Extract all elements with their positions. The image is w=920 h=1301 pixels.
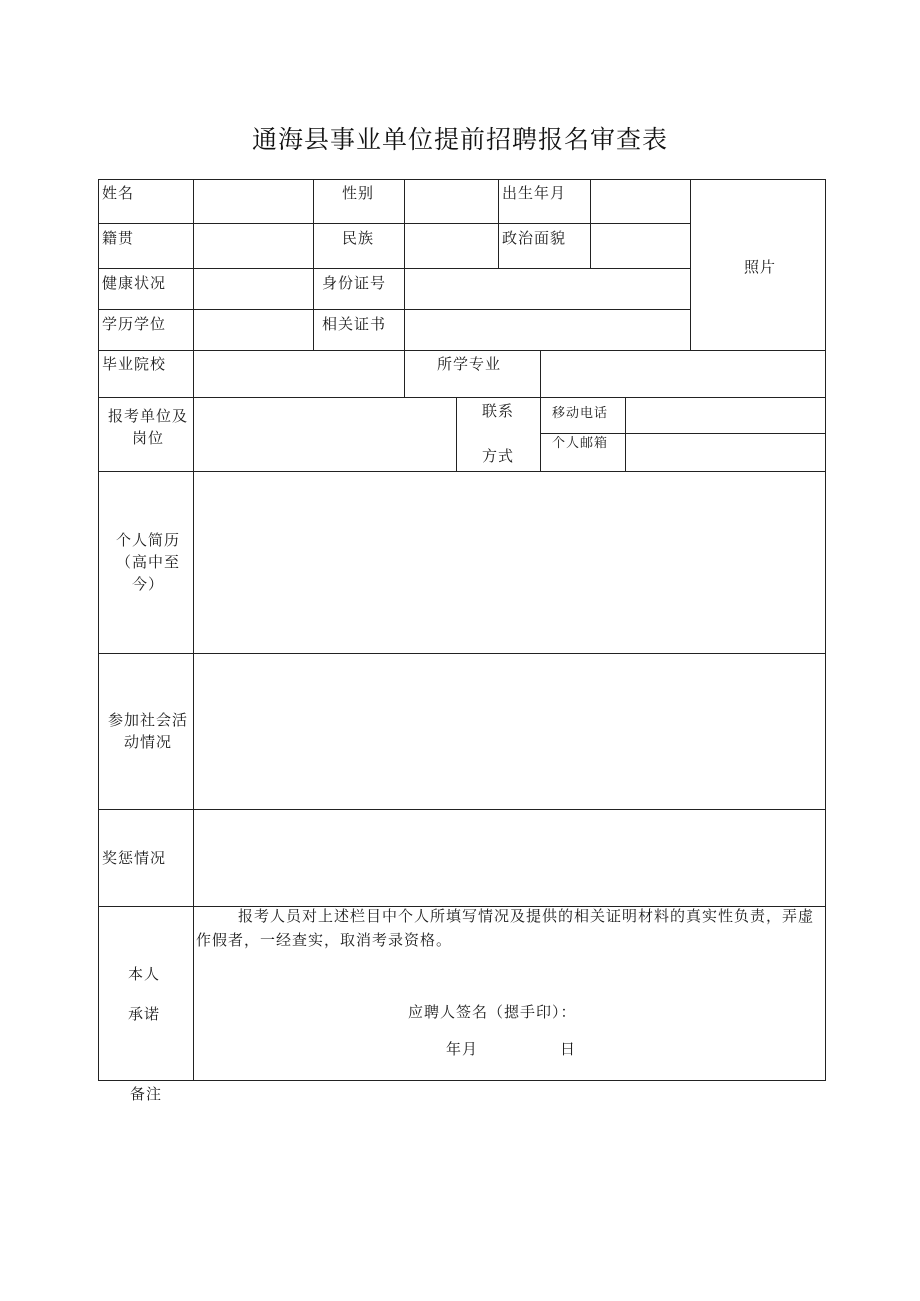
label-gender: 性别	[342, 184, 375, 202]
col-line	[313, 179, 314, 351]
form-title: 通海县事业单位提前招聘报名审查表	[251, 125, 668, 154]
col-line	[193, 179, 194, 351]
label-education: 学历学位	[102, 315, 167, 333]
label-pledge-1: 本人	[128, 965, 161, 983]
label-position: 报考单位及岗位	[108, 407, 189, 447]
label-certificates: 相关证书	[322, 315, 387, 333]
col-line	[404, 350, 405, 398]
label-pledge-2: 承诺	[128, 1005, 161, 1023]
label-id-number: 身份证号	[322, 274, 387, 292]
col-line	[193, 397, 194, 472]
pledge-text: 报考人员对上述栏目中个人所填写情况及提供的相关证明材料的真实性负责，弄虚作假者，一经查实，取消考录资格。	[196, 907, 815, 949]
label-name: 姓名	[102, 184, 135, 202]
row-line	[98, 309, 690, 310]
col-line	[540, 350, 541, 398]
label-social: 参加社会活动情况	[107, 711, 188, 751]
label-contact-2: 方式	[482, 447, 515, 465]
col-line	[404, 179, 405, 269]
date-day: 日	[560, 1040, 577, 1058]
row-line	[98, 268, 690, 269]
row-line	[98, 397, 826, 398]
row-line	[98, 653, 826, 654]
label-native-place: 籍贯	[102, 229, 135, 247]
label-email: 个人邮箱	[552, 436, 609, 451]
signature-line: 应聘人签名（摁手印）：	[408, 1003, 577, 1021]
row-line	[98, 223, 194, 224]
label-health: 健康状况	[102, 274, 167, 292]
col-line	[456, 397, 457, 472]
col-line	[193, 350, 194, 398]
remarks-label: 备注	[130, 1085, 163, 1103]
label-mobile: 移动电话	[552, 406, 609, 421]
label-ethnicity: 民族	[342, 229, 375, 247]
col-line	[404, 268, 405, 351]
label-major: 所学专业	[437, 355, 502, 373]
row-line	[98, 471, 826, 472]
col-line	[540, 397, 541, 472]
row-line	[98, 809, 826, 810]
col-line	[690, 179, 691, 351]
row-line	[98, 350, 826, 351]
label-resume: 个人简历（高中至今）	[115, 531, 180, 593]
label-political-status: 政治面貌	[502, 229, 567, 247]
label-birth: 出生年月	[502, 184, 567, 202]
col-line	[193, 471, 194, 1081]
col-line	[590, 179, 591, 269]
label-contact-1: 联系	[482, 402, 515, 420]
label-school: 毕业院校	[102, 355, 167, 373]
date-year-month: 年月	[446, 1040, 479, 1058]
col-line	[498, 179, 499, 269]
row-line	[193, 223, 690, 224]
label-photo: 照片	[744, 258, 777, 276]
col-line	[625, 397, 626, 472]
label-rewards: 奖惩情况	[102, 849, 167, 867]
